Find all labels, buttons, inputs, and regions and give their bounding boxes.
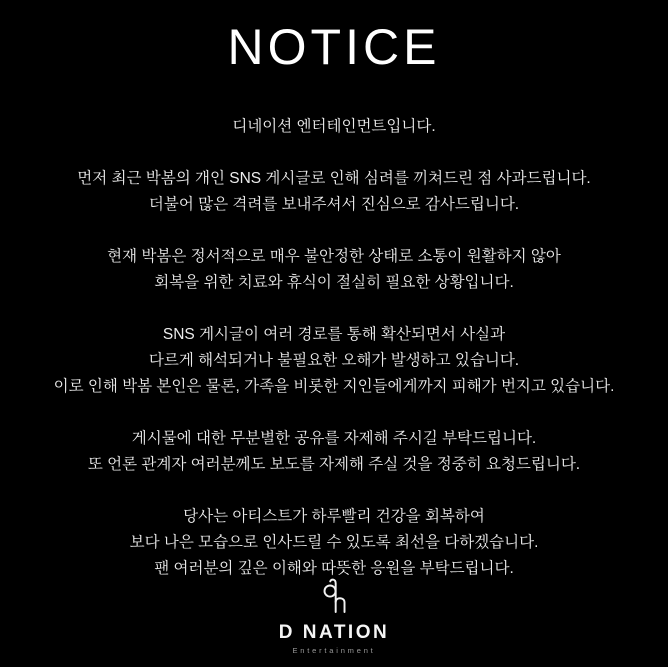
- paragraph-intro: [0, 114, 668, 140]
- paragraph-request: [0, 426, 668, 478]
- text-line: 또 언론 관계자 여러분께도 보도를 자제해 주실 것을 정중히 요청드립니다.: [87, 456, 581, 473]
- notice-title: NOTICE: [227, 19, 441, 75]
- company-logo-block: [0, 578, 668, 655]
- text-line: 먼저 최근 박봄의 개인 SNS 게시글로 인해 심려를 끼쳐드린 점 사과드립니다.: [77, 170, 591, 187]
- dn-monogram-icon: [321, 578, 347, 615]
- paragraph-apology: [0, 166, 668, 218]
- text-line: 게시물에 대한 무분별한 공유를 자제해 주시길 부탁드립니다.: [131, 430, 537, 447]
- text-line: 당사는 아티스트가 하루빨리 건강을 회복하여: [183, 508, 485, 525]
- paragraph-misinterpretation: [0, 322, 668, 400]
- text-line: 보다 나은 모습으로 인사드릴 수 있도록 최선을 다하겠습니다.: [129, 534, 539, 551]
- company-name: D NATION: [278, 622, 390, 643]
- paragraph-closing: [0, 504, 668, 582]
- text-line: 더불어 많은 격려를 보내주셔서 진심으로 감사드립니다.: [148, 196, 520, 213]
- company-subtitle: Entertainment: [292, 646, 376, 655]
- paragraph-condition: [0, 244, 668, 296]
- text-line: 이로 인해 박봄 본인은 물론, 가족을 비롯한 지인들에게까지 피해가 번지고 있습니다.: [53, 378, 615, 395]
- text-line: SNS 게시글이 여러 경로를 통해 확산되면서 사실과: [162, 326, 506, 343]
- text-line: 팬 여러분의 깊은 이해와 따뜻한 응원을 부탁드립니다.: [154, 560, 514, 577]
- text-line: 다르게 해석되거나 불필요한 오해가 발생하고 있습니다.: [148, 352, 520, 369]
- text-line: 디네이션 엔터테인먼트입니다.: [232, 118, 436, 135]
- text-line: 현재 박봄은 정서적으로 매우 불안정한 상태로 소통이 원활하지 않아: [107, 248, 561, 265]
- notice-body: [0, 114, 668, 582]
- text-line: 회복을 위한 치료와 휴식이 절실히 필요한 상황입니다.: [154, 274, 514, 291]
